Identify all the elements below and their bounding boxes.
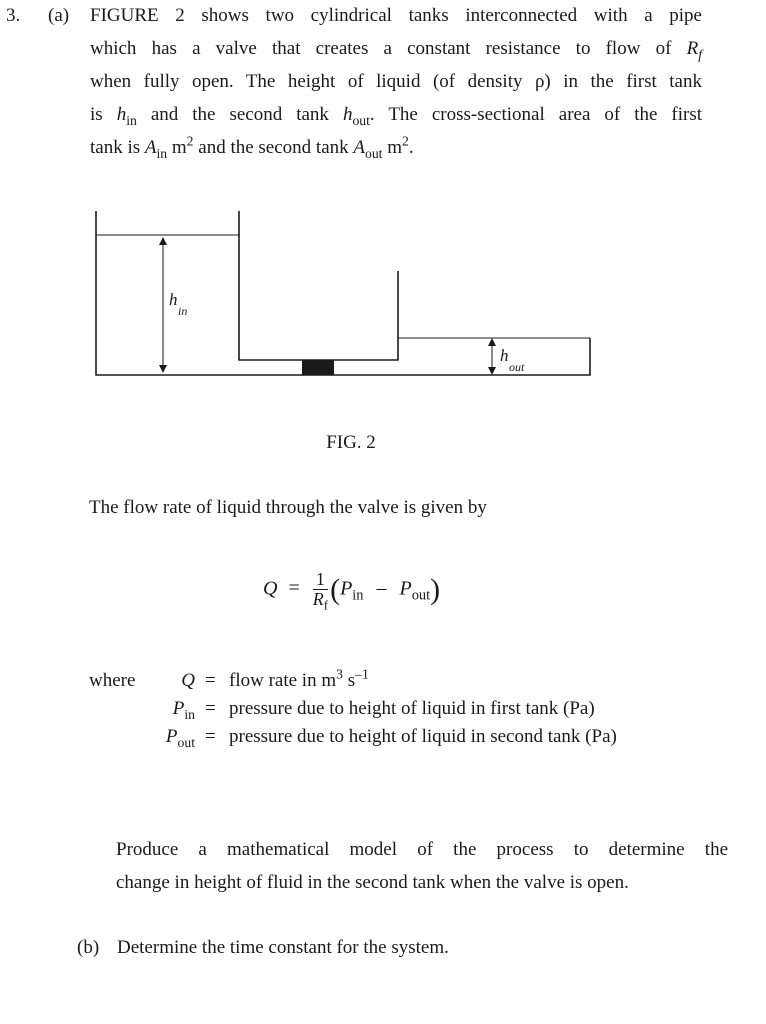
part-a-label: (a) — [48, 5, 70, 26]
def-equals-pin: = — [205, 698, 216, 719]
valve — [302, 360, 334, 375]
def-text-q: flow rate in $m^3$ $s^{-1}$ — [229, 666, 369, 691]
first-tank-right-wall — [239, 211, 398, 360]
def-equals-pout: = — [205, 726, 216, 747]
h-in-sub-label: in — [178, 304, 188, 318]
intro-line-2: which has a valve that creates a constant resistance to flow of $R_f$ — [90, 38, 703, 62]
task-line-2: change in height of fluid in the second tank when the valve is open. — [116, 872, 629, 893]
def-symbol-pout: $P_{out}$ — [165, 726, 195, 750]
flow-equation: Q = $\frac{1}{R_f}$ $(P_{in} - P_{out})$ — [263, 569, 441, 613]
question-number: 3. — [6, 5, 21, 26]
h-out-sub-label: out — [509, 360, 525, 374]
flow-intro-text: The flow rate of liquid through the valve is given by — [89, 497, 487, 518]
part-b-label: (b) — [77, 937, 100, 958]
intro-line-1: FIGURE 2 shows two cylindrical tanks interconnected with a pipe — [90, 5, 702, 26]
h-out-label: h — [500, 346, 509, 365]
intro-line-3: when fully open. The height of liquid (of density ρ) in the first tank — [90, 71, 702, 92]
intro-line-5: tank is $A_{in}$ $m^2$ and the second tank $A_{out}$ $m^2$. — [90, 133, 414, 161]
task-line-1: Produce a mathematical model of the process to determine the — [116, 839, 728, 860]
def-equals-q: = — [205, 670, 216, 691]
h-in-label: h — [169, 290, 178, 309]
fraction: $\frac{1}{R_f}$ — [312, 569, 329, 613]
where-label: where — [89, 670, 136, 691]
def-symbol-pin: $P_{in}$ — [172, 698, 195, 722]
part-b-text: Determine the time constant for the system. — [117, 937, 449, 958]
tank-diagram — [0, 0, 766, 420]
def-symbol-q: Q — [181, 670, 195, 691]
def-text-pin: pressure due to height of liquid in first tank (Pa) — [229, 698, 595, 719]
figure-caption: FIG. 2 — [326, 432, 376, 453]
def-text-pout: pressure due to height of liquid in second tank (Pa) — [229, 726, 617, 747]
intro-line-4: is $h_{in}$ and the second tank $h_{out}$. The cross-sectional area of the first — [90, 104, 703, 128]
